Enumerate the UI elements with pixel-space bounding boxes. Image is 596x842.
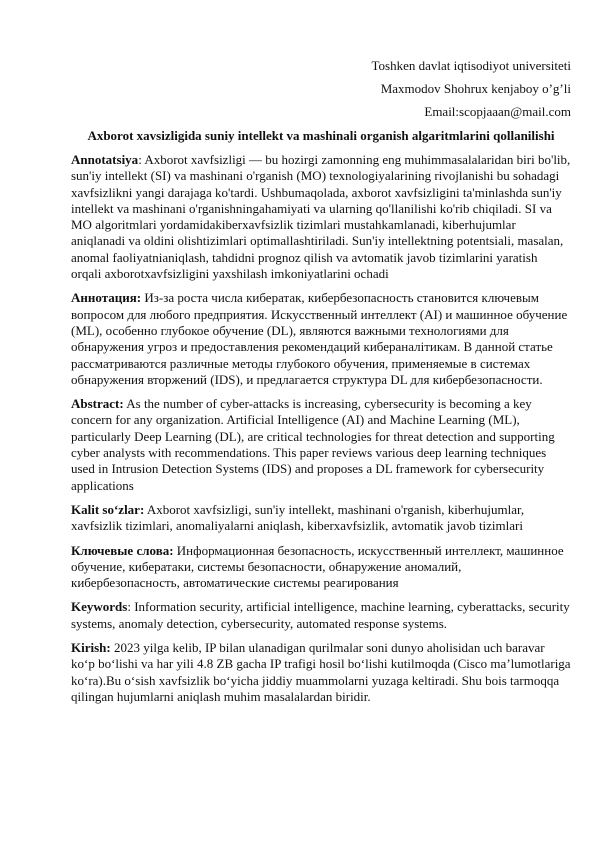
author-name: Maxmodov Shohrux kenjaboy o’g’li (380, 81, 571, 96)
annotaciya-label: Аннотация: (71, 290, 142, 306)
keywords-label: Keywords (71, 599, 128, 615)
author-email: Email:scopjaaan@mail.com (424, 104, 571, 119)
keywords-text: : Information security, artificial intelligence, machine learning, cyberattacks, security systems, anomaly detection, cybersecurity, automated response systems. (71, 599, 570, 631)
klyuchevye-slova-text: Информационная безопасность, искусственный интеллект, машинное обучение, кибератаки, системы безопасности, обнаружение аномалий, кибербезопасность, автоматические системы реагирования (71, 542, 564, 591)
annotatsiya-paragraph (71, 152, 571, 282)
university-name: Toshken davlat iqtisodiyot universiteti (371, 58, 571, 73)
kalit-sozlar-text: Axborot xavfsizligi, sun'iy intellekt, mashinani o'rganish, kiberhujumlar, xavfsizlik tizimlari, anomaliyalarni aniqlash, kiberxavfsizlik, avtomatik javob tizimlari (71, 501, 525, 534)
kirish-text: 2023 yilga kelib, IP bilan ulanadigan qurilmalar soni dunyo aholisidan uch baravar ko‘p bo‘lishi va har yili 4.8 ZB gacha IP trafigi hosil bo‘lishi kutilmoqda (Cisco ma’lumotlariga ko‘ra).Bu o‘sish xavfsizlik bo‘yicha jiddiy muammolarni yuzaga keltiradi. Shu bois tarmoqqa qilingan hujumlarni aniqlash muhim masalalardan biridir. (71, 640, 571, 704)
klyuchevye-slova-paragraph (71, 543, 571, 592)
kirish-paragraph (71, 640, 571, 705)
keywords-paragraph (71, 599, 571, 632)
abstract-text: As the number of cyber-attacks is increasing, cybersecurity is becoming a key concern for any organization. Artificial Intelligence (AI) and Machine Learning (ML), particularly Deep Learning (DL), are critical technologies for threat detection and supporting cyber analysts with recommendations. This paper reviews various deep learning techniques used in Intrusion Detection Systems (IDS) and proposes a DL framework for cybersecurity applications (71, 396, 555, 493)
abstract-label: Abstract: (71, 396, 124, 412)
annotaciya-paragraph (71, 290, 571, 388)
klyuchevye-slova-label: Ключевые слова: (71, 542, 174, 558)
kirish-label: Kirish: (71, 640, 111, 656)
annotatsiya-text: : Axborot xavfsizligi — bu hozirgi zamonning eng muhimmasalalaridan biri bo'lib, sun'iy intellekt (SI) va mashinani o'rganish (MO) texnologiyalarining rivojlanishi bu sohadagi xavfsizlikni yangi darajaga ko'tardi. Ushbumaqolada, axborot xavfsizligini ta'minlashda sun'iy intellekt va mashinani o'rganishningahamiyati va ularning qo'llanilishi ko'rib chiqiladi. SI va MO algoritmlari yordamidakiberxavfsizlik tizimlari mustahkamlanadi, kiberhujumlar aniqlanadi va oldini olishtizimlari optimallashtiriladi. Sun'iy intellektning potentsiali, masalan, anomal faoliyatnianiqlash, tahdidni prognoz qilish va avtomatik javob tizimlarini yaratish orqali axborotxavfsizligini yaxshilash imkoniyatlarini ochadi (71, 152, 571, 282)
kalit-sozlar-label: Kalit so‘zlar: (71, 501, 145, 517)
annotaciya-text: Из-за роста числа кибератак, кибербезопасность становится ключевым вопросом для любого предприятия. Искусственный интеллект (AI) и машинное обучение (ML), особенно глубокое обучение (DL), являются важными технологиями для обнаружения угроз и предоставления рекомендаций кибераналітикам. В данной статье рассматриваются различные методы глубокого обучения, применяемые в системах обнаружения вторжений (IDS), и предлагается структура DL для кибербезопасности. (71, 290, 568, 387)
annotatsiya-label: Annotatsiya (71, 152, 139, 167)
paper-title: Axborot xavsizligida suniy intellekt va mashinali organish algaritmlarini qollanilishi (87, 128, 555, 143)
kalit-sozlar-paragraph (71, 502, 571, 535)
abstract-paragraph (71, 396, 571, 494)
